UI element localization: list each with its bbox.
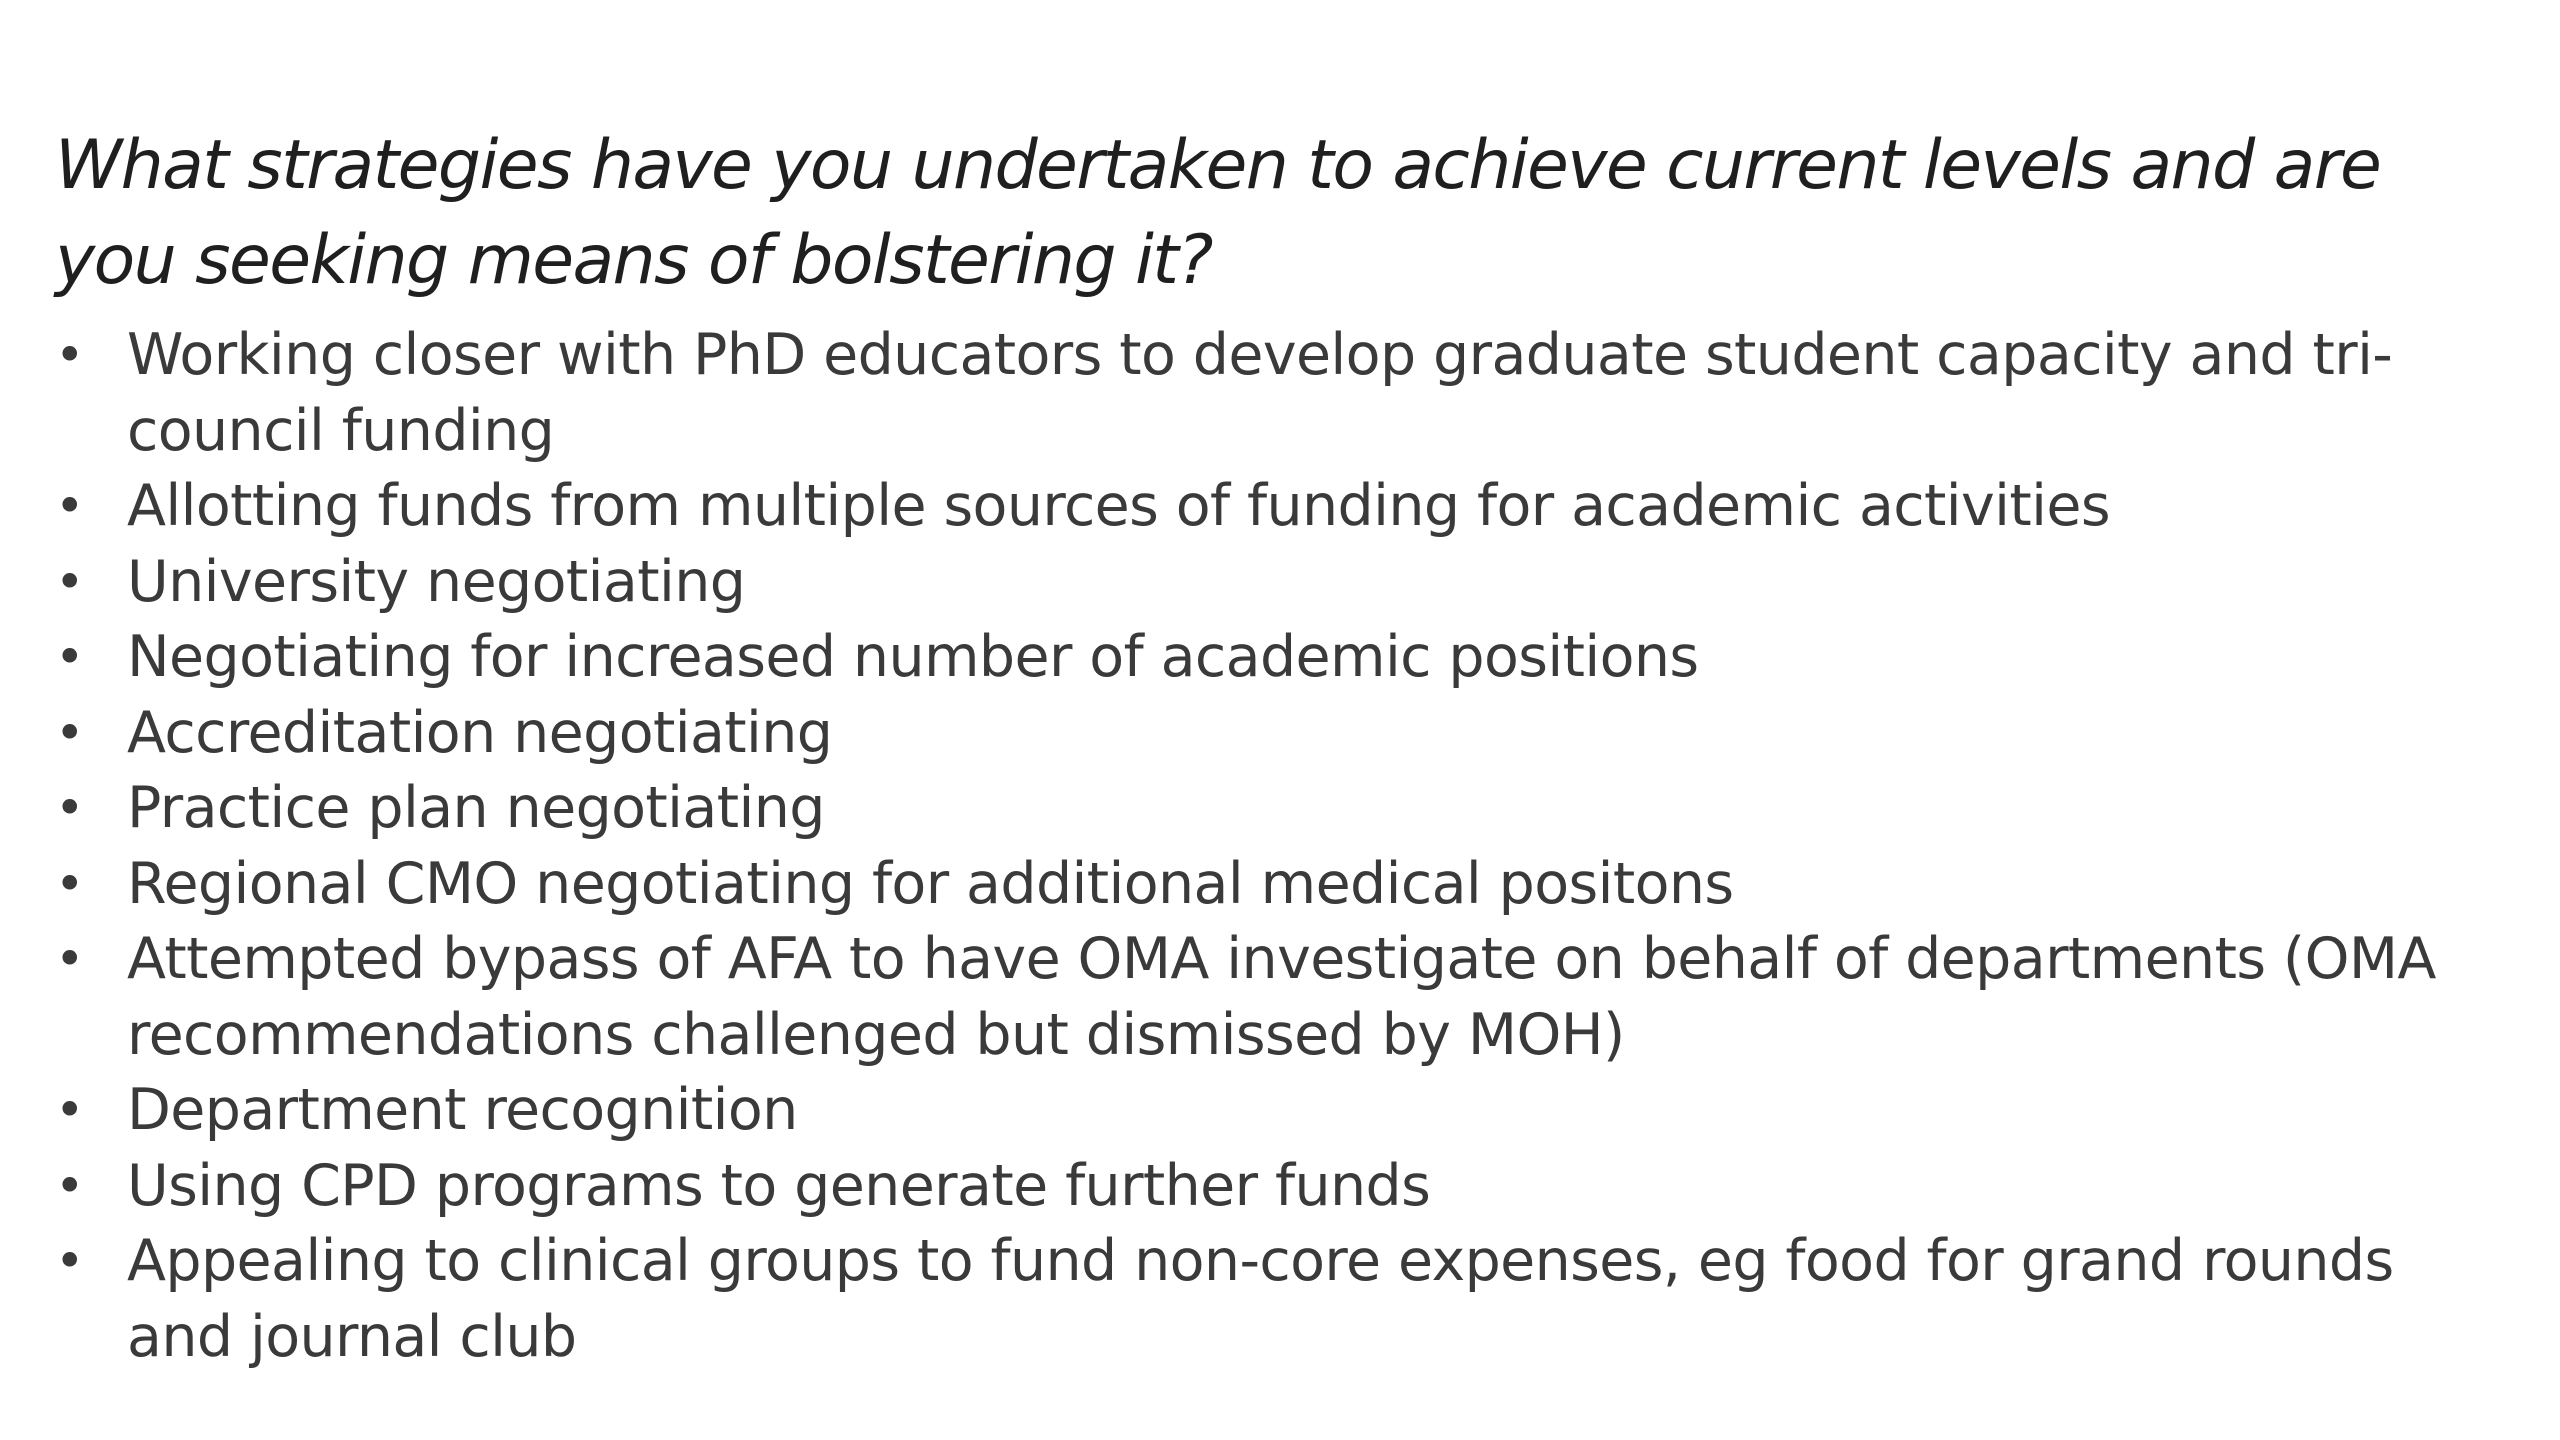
list-item	[55, 1073, 2515, 1149]
list-item	[55, 1224, 2515, 1375]
list-item	[55, 696, 2515, 772]
list-item	[55, 318, 2515, 469]
bullet-icon: •	[55, 930, 84, 988]
bullet-icon: •	[55, 854, 84, 913]
bullet-text: Attempted bypass of AFA to have OMA investigate on behalf of departments (OMA recommendations challenged but dismissed by MOH)	[127, 926, 2436, 1068]
list-item	[55, 922, 2515, 1073]
bullet-text: Working closer with PhD educators to develop graduate student capacity and tri-council funding	[127, 322, 2393, 464]
bullet-text: Department recognition	[127, 1077, 798, 1143]
list-item	[55, 620, 2515, 696]
list-item	[55, 545, 2515, 621]
bullet-icon: •	[55, 1081, 84, 1139]
bullet-list	[55, 318, 2515, 1375]
bullet-icon: •	[55, 779, 84, 837]
bullet-text: Using CPD programs to generate further funds	[127, 1152, 1431, 1219]
list-item	[55, 771, 2515, 847]
bullet-text: Appealing to clinical groups to fund non-core expenses, eg food for grand rounds and journal club	[127, 1228, 2394, 1370]
bullet-icon: •	[55, 703, 84, 762]
bullet-icon: •	[55, 628, 84, 686]
list-item	[55, 847, 2515, 923]
bullet-icon: •	[55, 477, 84, 535]
bullet-icon: •	[55, 552, 84, 611]
bullet-text: Accreditation negotiating	[127, 699, 833, 766]
bullet-icon: •	[55, 1232, 84, 1290]
bullet-text: Negotiating for increased number of academic positions	[127, 624, 1699, 690]
list-item	[55, 469, 2515, 545]
bullet-text: Practice plan negotiating	[127, 775, 825, 841]
bullet-text: University negotiating	[127, 548, 746, 615]
bullet-icon: •	[55, 1156, 84, 1215]
list-item	[55, 1149, 2515, 1225]
bullet-text: Regional CMO negotiating for additional medical positons	[127, 850, 1734, 917]
bullet-icon: •	[55, 326, 84, 384]
bullet-text: Allotting funds from multiple sources of funding for academic activities	[127, 473, 2110, 539]
slide-title: What strategies have you undertaken to achieve current levels and are you seeking means of bolstering it?	[55, 126, 2381, 300]
